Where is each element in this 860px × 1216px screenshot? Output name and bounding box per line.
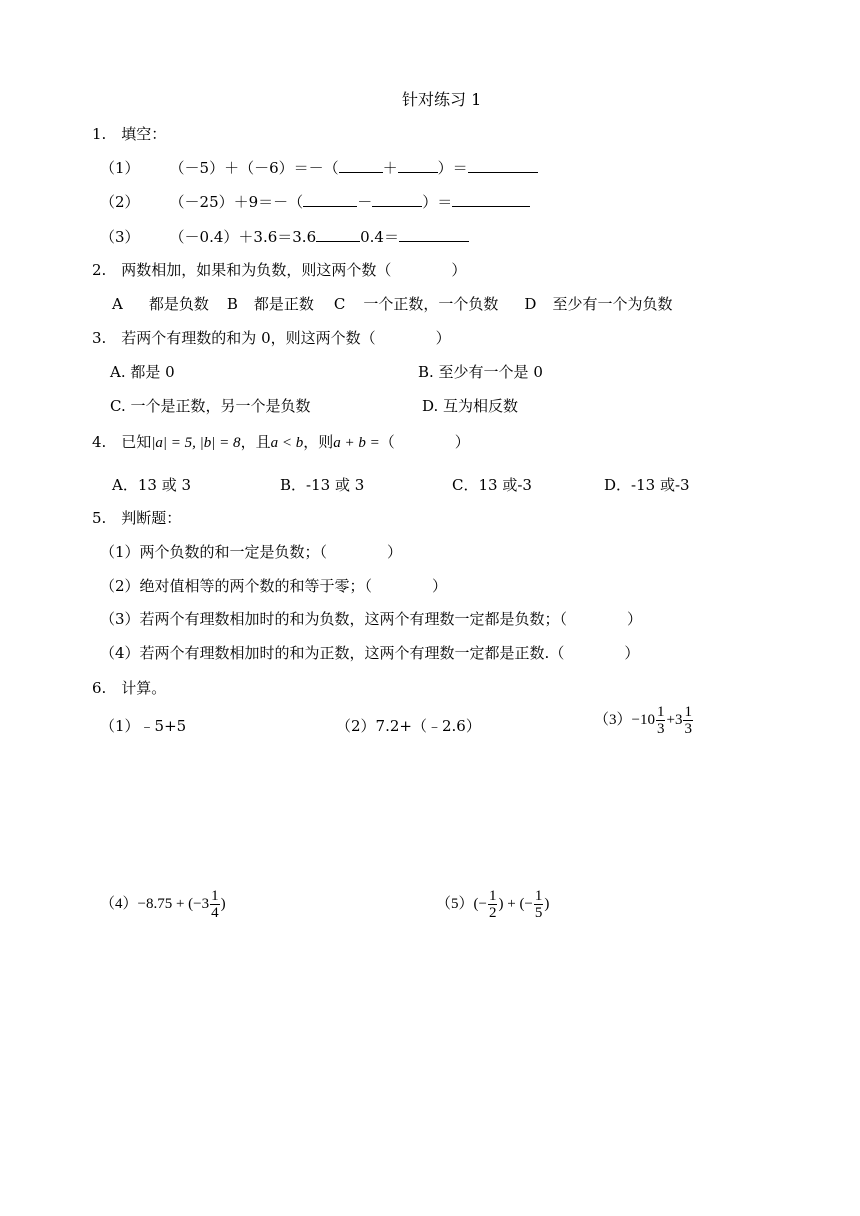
operator: +3 xyxy=(666,711,683,728)
denominator: 3 xyxy=(684,721,692,737)
q4-option-b: B．-13 或 3 xyxy=(280,476,365,494)
answer-blank xyxy=(452,192,530,207)
q3-option-d: D. 互为相反数 xyxy=(422,397,519,415)
expression: −8.75 + (−3 xyxy=(137,895,210,912)
q4-condition: |a| = 5, |b| = 8 xyxy=(151,435,241,451)
answer-blank xyxy=(398,158,438,173)
q1-item-3 xyxy=(100,227,469,247)
option-letter: A xyxy=(112,295,123,313)
answer-blank xyxy=(399,227,469,242)
q4-option-c: C．13 或-3 xyxy=(452,476,532,494)
option-letter: C xyxy=(333,295,346,313)
q4-option-d: D．-13 或-3 xyxy=(604,476,690,494)
q3-stem: 3. 若两个有理数的和为 0，则这两个数（ ） xyxy=(92,329,451,347)
q5-item-3: （3）若两个有理数相加时的和为负数，这两个有理数一定都是负数；（ ） xyxy=(100,610,643,628)
numerator: 1 xyxy=(684,704,692,720)
numerator: 1 xyxy=(656,704,665,720)
answer-blank xyxy=(468,158,538,173)
q1-item-1 xyxy=(100,158,538,178)
denominator: 5 xyxy=(534,905,543,921)
option-text: 都是负数 xyxy=(148,295,209,313)
expression: （－0.4）＋3.6＝3.6 xyxy=(169,228,317,246)
q6-part-5 xyxy=(436,888,549,921)
q3-option-a: A. 都是 0 xyxy=(110,363,175,381)
numerator: 1 xyxy=(534,888,543,904)
answer-paren: （ ） xyxy=(379,433,470,451)
fraction xyxy=(488,888,498,921)
item-label: （5） xyxy=(436,895,474,912)
option-letter: B xyxy=(226,295,238,313)
answer-blank xyxy=(303,192,357,207)
q6-part-3 xyxy=(594,704,694,737)
expression: （－25）＋9＝－（ xyxy=(169,193,304,211)
numerator: 1 xyxy=(488,888,497,904)
q1-stem: 1. 填空： xyxy=(92,125,167,143)
expression-end: ) xyxy=(544,895,550,912)
q3-option-b: B. 至少有一个是 0 xyxy=(418,363,543,381)
fraction xyxy=(683,704,693,737)
q4-stem xyxy=(92,432,470,453)
q4-mid2: ，则 xyxy=(303,433,334,451)
q1-item-2 xyxy=(100,192,530,212)
q4-expression: a + b = xyxy=(333,435,380,451)
page-title: 针对练习 1 xyxy=(402,90,482,109)
q6-stem: 6. 计算。 xyxy=(92,679,167,697)
q4-mid: ，且 xyxy=(240,433,271,451)
q5-item-4: （4）若两个有理数相加时的和为正数，这两个有理数一定都是正数.（ ） xyxy=(100,644,640,662)
expression-end: ）＝ xyxy=(422,193,453,211)
denominator: 4 xyxy=(211,905,219,921)
expression: （－5）＋（－6）＝－（ xyxy=(169,159,339,177)
q6-part-4 xyxy=(100,888,226,921)
q2-options xyxy=(112,294,672,314)
item-label: （2） xyxy=(100,193,140,211)
q5-item-2: （2）绝对值相等的两个数的和等于零；（ ） xyxy=(100,577,448,595)
option-text: 一个正数，一个负数 xyxy=(363,295,499,313)
fraction xyxy=(210,888,220,921)
answer-blank xyxy=(316,227,360,242)
item-label: （4） xyxy=(100,895,138,912)
answer-blank xyxy=(339,158,383,173)
q2-stem: 2. 两数相加，如果和为负数，则这两个数（ ） xyxy=(92,261,467,279)
item-label: （1） xyxy=(100,159,140,177)
answer-blank xyxy=(372,192,422,207)
q3-option-c: C. 一个是正数，另一个是负数 xyxy=(110,397,311,415)
expression-end: 0.4＝ xyxy=(360,228,399,246)
denominator: 2 xyxy=(488,905,497,921)
numerator: 1 xyxy=(211,888,219,904)
denominator: 3 xyxy=(656,721,665,737)
q4-inequality: a < b xyxy=(270,435,304,451)
q5-item-1: （1）两个负数的和一定是负数；（ ） xyxy=(100,543,403,561)
q4-prefix: 4. 已知 xyxy=(92,433,152,451)
item-label: （3） xyxy=(100,228,140,246)
expression: (− xyxy=(473,895,487,912)
operator: ＋ xyxy=(382,159,398,177)
fraction xyxy=(656,704,666,737)
option-text: 都是正数 xyxy=(253,295,314,313)
q6-part-1: （1）﹣5+5 xyxy=(100,717,187,735)
q4-option-a: A．13 或 3 xyxy=(112,476,191,494)
item-label: （3） xyxy=(594,711,632,728)
option-text: 至少有一个为负数 xyxy=(552,295,673,313)
expression-end: ）＝ xyxy=(437,159,468,177)
q5-stem: 5. 判断题： xyxy=(92,509,182,527)
expression-end: ) xyxy=(220,895,226,912)
q6-part-2: （2）7.2+（﹣2.6） xyxy=(336,717,481,735)
mixed-number-whole: −10 xyxy=(631,711,655,728)
expression-mid: ) + (− xyxy=(498,895,533,912)
fraction xyxy=(534,888,544,921)
option-letter: D xyxy=(524,295,537,313)
operator: － xyxy=(357,193,373,211)
